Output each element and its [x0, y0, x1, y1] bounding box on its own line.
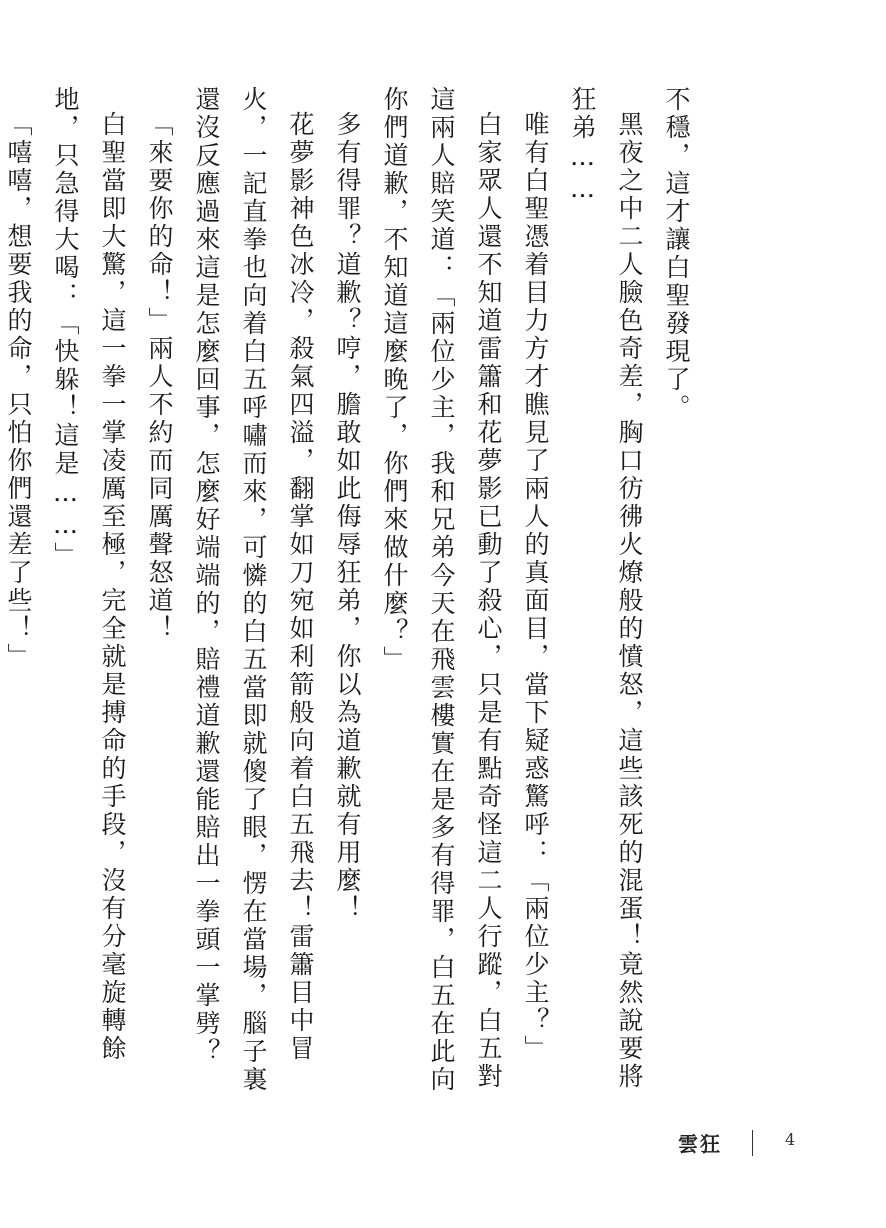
- vertical-text-body: [4, 86, 700, 1096]
- book-title: 雲狂: [678, 1132, 722, 1156]
- paragraph-7: 「來要你的命！」兩人不約而同厲聲怒道！: [145, 111, 174, 643]
- paragraph-9: 「嘻嘻，想要我的命，只怕你們還差了些！」: [4, 111, 33, 671]
- paragraph-3: 唯有白聖憑着目力方才瞧見了兩人的真面目，當下疑惑驚呼：「兩位少主？」: [521, 111, 550, 1063]
- paragraph-1: 不穩，這才讓白聖發現了。: [662, 86, 691, 422]
- paragraph-5: 多有得罪？道歉？哼，膽敢如此侮辱狂弟，你以為道歉就有用麼！: [333, 111, 362, 923]
- paragraph-4: 白家眾人還不知道雷簫和花夢影已動了殺心，只是有點奇怪這二人行蹤，白五對這兩人賠笑道：「兩位少主，我和兄弟今天在飛雲樓實在是多有得罪，白五在此向你們道歉，不知道這麼晚了，你們來做什麼？」: [380, 86, 503, 1094]
- paragraph-6: 花夢影神色冰冷，殺氣四溢，翻掌如刀宛如利箭般向着白五飛去！雷簫目中冒火，一記直拳也向着白五呼嘯而來，可憐的白五當即就傻了眼，愣在當場，腦子裏還沒反應過來這是怎麼回事，怎麼好端端的，賠禮道歉還能賠出一拳頭一掌劈？: [192, 86, 315, 1094]
- page-number: 4: [785, 1130, 796, 1149]
- paragraph-2: 黑夜之中二人臉色奇差，胸口彷彿火燎般的憤怒，這些該死的混蛋！竟然說要將狂弟……: [568, 86, 644, 1091]
- paragraph-8: 白聖當即大驚，這一拳一掌凌厲至極，完全就是搏命的手段，沒有分毫旋轉餘地，只急得大喝：「快躲！這是……」: [51, 86, 127, 1063]
- footer-divider: [752, 1130, 753, 1156]
- page-footer: [640, 1128, 840, 1158]
